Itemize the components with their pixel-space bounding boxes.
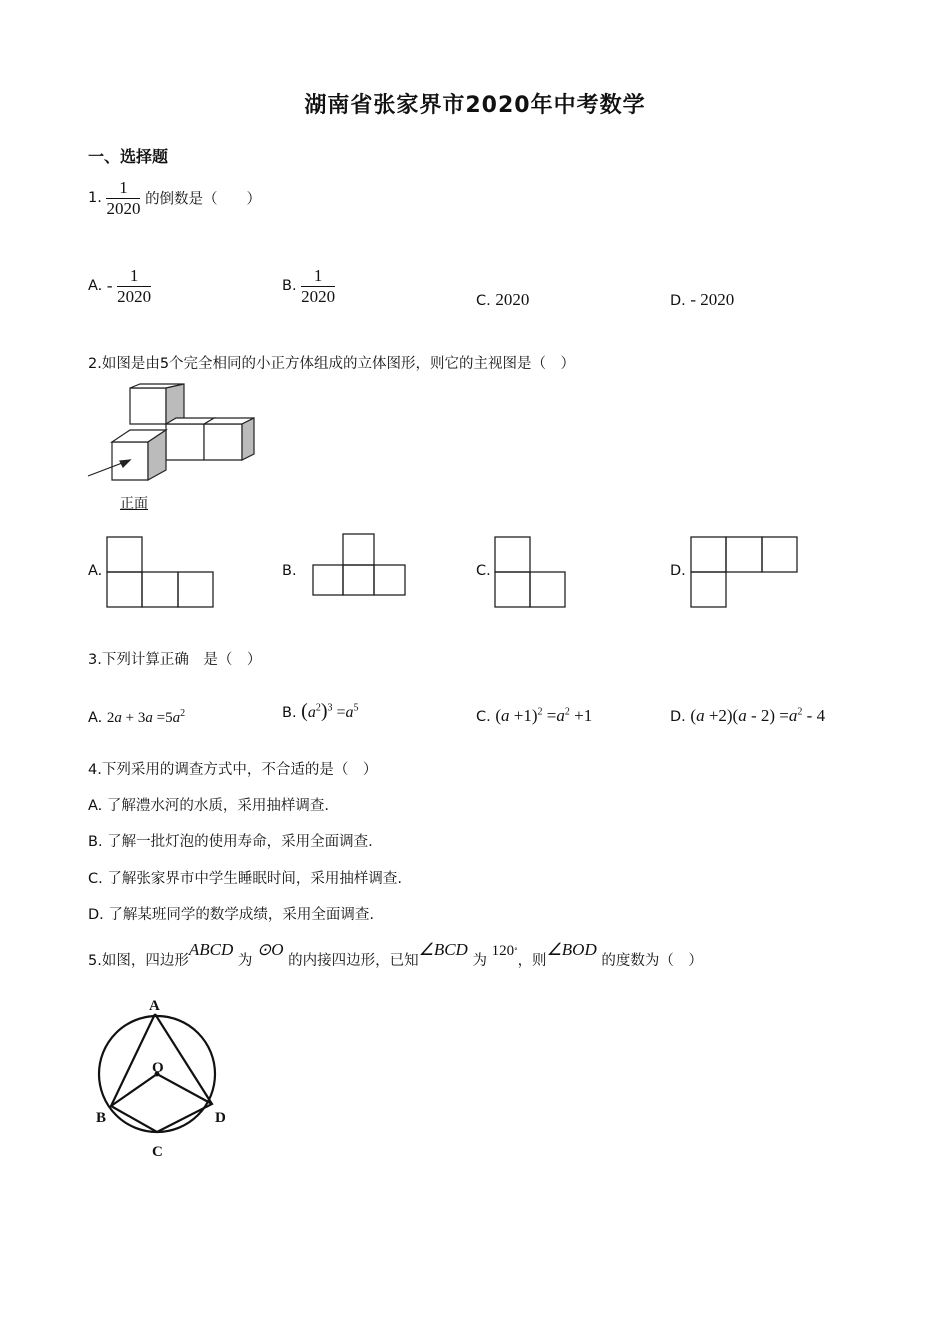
q2-option-c-label: C. bbox=[476, 563, 491, 579]
point-a-label: A bbox=[149, 998, 160, 1014]
q1-number: 1. bbox=[88, 190, 102, 207]
point-c-label: C bbox=[152, 1144, 163, 1160]
q4-option-b: B. 了解一批灯泡的使用寿命，采用全面调查. bbox=[88, 834, 373, 850]
q3-option-c: C. $(a +1)^2 =a^2 +1$ bbox=[476, 706, 593, 725]
q2-cube-figure bbox=[86, 384, 266, 514]
section-heading: 一、选择题 bbox=[88, 147, 169, 166]
q4-option-c: C. 了解张家界市中学生睡眠时间，采用抽样调查. bbox=[88, 871, 402, 887]
q1-option-d: D. - 2020 bbox=[670, 290, 735, 309]
q3-d-expression: $(a +2)(a - 2) =a^2 - 4$ bbox=[690, 706, 826, 725]
q2-option-c-figure bbox=[494, 536, 568, 608]
q2-text: 2.如图是由5个完全相同的小正方体组成的立体图形，则它的主视图是（ ） bbox=[88, 356, 576, 372]
q4-text: 4.下列采用的调查方式中，不合适的是（ ） bbox=[88, 762, 378, 778]
point-b-label: B bbox=[96, 1110, 107, 1126]
q2-front-label: 正面 bbox=[120, 496, 148, 512]
point-o-label: O bbox=[152, 1060, 164, 1076]
q3-option-a: A. $2a + 3a =5a^2$ bbox=[88, 708, 186, 726]
q2-option-d-figure bbox=[690, 536, 800, 608]
q3-b-expression: $(a^2)^3 =a^5$ bbox=[301, 700, 359, 722]
q4-option-d: D. 了解某班同学的数学成绩，采用全面调查. bbox=[88, 907, 374, 923]
q1-fraction: $\frac{1}{2020}$ bbox=[106, 178, 141, 218]
q2-option-a-figure bbox=[106, 536, 216, 608]
q4-option-a: A. 了解澧水河的水质，采用抽样调查. bbox=[88, 798, 329, 814]
q1-option-b: B. $\frac{1}{2020}$ bbox=[282, 266, 336, 306]
q2-option-b-label: B. bbox=[282, 563, 297, 579]
q3-option-b: B. $(a^2)^3 =a^5$ bbox=[282, 700, 359, 722]
q3-a-expression: $2a + 3a =5a^2$ bbox=[106, 708, 186, 726]
q1-option-c: C. 2020 bbox=[476, 290, 530, 309]
q2-option-a-label: A. bbox=[88, 563, 103, 579]
q3-option-d: D. $(a +2)(a - 2) =a^2 - 4$ bbox=[670, 706, 826, 725]
q2-option-d-label: D. bbox=[670, 563, 686, 579]
q3-text: 3.下列计算正确 是（ ） bbox=[88, 652, 262, 668]
point-d-label: D bbox=[215, 1110, 226, 1126]
q1-text: 的倒数是（ ） bbox=[145, 191, 262, 208]
q5-text: 5.如图，四边形ABCD 为 ⊙O 的内接四边形，已知∠BCD 为 120°，则∠BOD 的度数为（ ） bbox=[88, 940, 703, 969]
question-1 bbox=[88, 178, 261, 218]
q2-option-b-figure bbox=[312, 533, 408, 597]
page-title: 湖南省张家界市2020年中考数学 bbox=[304, 93, 646, 118]
q3-c-expression: $(a +1)^2 =a^2 +1$ bbox=[495, 706, 593, 725]
q5-circle-figure bbox=[94, 994, 244, 1164]
q1-option-a: A. - $\frac{1}{2020}$ bbox=[88, 266, 152, 306]
